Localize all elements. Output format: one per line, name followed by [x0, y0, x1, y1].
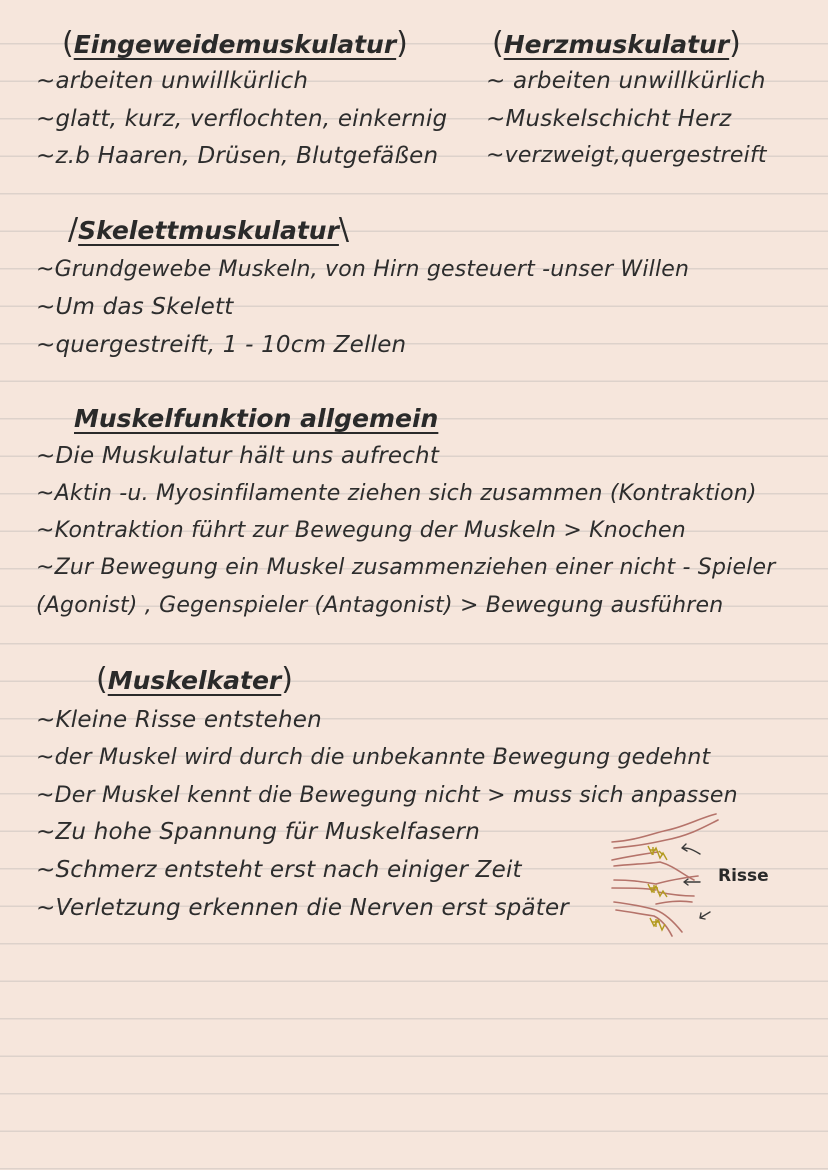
note-line: ~Kleine Risse entstehen [36, 707, 322, 733]
arrow-icon [682, 844, 700, 854]
sketch-label-risse: Risse [718, 866, 769, 886]
note-line: ~ arbeiten unwillkürlich [486, 68, 766, 94]
arrow-icon [684, 879, 700, 885]
heading-text: Eingeweidemuskulatur [73, 30, 397, 59]
note-line: ~der Muskel wird durch die unbekannte Bewegung gedehnt [36, 745, 711, 770]
note-line: ~Um das Skelett [36, 294, 234, 320]
note-line: ~Verletzung erkennen die Nerven erst später [36, 895, 569, 921]
heading-open-bracket: ( [62, 26, 74, 61]
heading-close-bracket: \ [338, 212, 350, 247]
heading-close-bracket: ) [396, 26, 408, 61]
note-line: ~Die Muskulatur hält uns aufrecht [36, 443, 440, 469]
heading-muskelkater [96, 662, 293, 697]
arrow-icons [682, 844, 710, 919]
heading-close-bracket: ) [281, 662, 293, 697]
heading-text: Skelettmuskulatur [78, 216, 339, 245]
heading-text: Herzmuskulatur [503, 30, 730, 59]
heading-herzmuskulatur [492, 26, 741, 61]
note-line: ~Aktin -u. Myosinfilamente ziehen sich zusammen (Kontraktion) [36, 481, 757, 506]
note-line: (Agonist) , Gegenspieler (Antagonist) > Bewegung ausführen [36, 593, 724, 618]
heading-muskelfunktion [74, 404, 438, 433]
heading-text: Muskelkater [107, 666, 282, 695]
heading-open-bracket: / [68, 212, 79, 247]
muscle-fibers [612, 814, 718, 936]
note-line: ~z.b Haaren, Drüsen, Blutgefäßen [36, 143, 439, 169]
note-line: ~quergestreift, 1 - 10cm Zellen [36, 332, 407, 358]
muscle-fiber [614, 862, 694, 880]
note-line: ~glatt, kurz, verflochten, einkernig [36, 106, 448, 132]
note-line: ~Kontraktion führt zur Bewegung der Muskeln > Knochen [36, 518, 686, 543]
note-line: ~Der Muskel kennt die Bewegung nicht > muss sich anpassen [36, 783, 738, 808]
muscle-fiber [614, 902, 682, 932]
note-line: ~Schmerz entsteht erst nach einiger Zeit [36, 857, 522, 883]
note-line: ~Zu hohe Spannung für Muskelfasern [36, 819, 480, 845]
heading-eingeweidemuskulatur [62, 26, 408, 61]
heading-open-bracket: ( [96, 662, 108, 697]
note-line: ~verzweigt,quergestreift [486, 143, 767, 168]
arrow-icon [700, 912, 710, 919]
muscle-fiber [614, 820, 718, 848]
tear-mark [648, 884, 667, 897]
note-line: ~Zur Bewegung ein Muskel zusammenziehen einer nicht - Spieler [36, 555, 776, 580]
tear-mark [650, 918, 665, 930]
heading-text: Muskelfunktion allgemein [74, 404, 439, 433]
tear-mark [648, 846, 667, 860]
heading-open-bracket: ( [492, 26, 504, 61]
heading-close-bracket: ) [729, 26, 741, 61]
note-line: ~Grundgewebe Muskeln, von Hirn gesteuert -unser Willen [36, 257, 690, 282]
note-line: ~arbeiten unwillkürlich [36, 68, 309, 94]
heading-skelettmuskulatur [68, 212, 349, 247]
muscle-fiber [656, 901, 692, 904]
note-line: ~Muskelschicht Herz [486, 106, 732, 132]
